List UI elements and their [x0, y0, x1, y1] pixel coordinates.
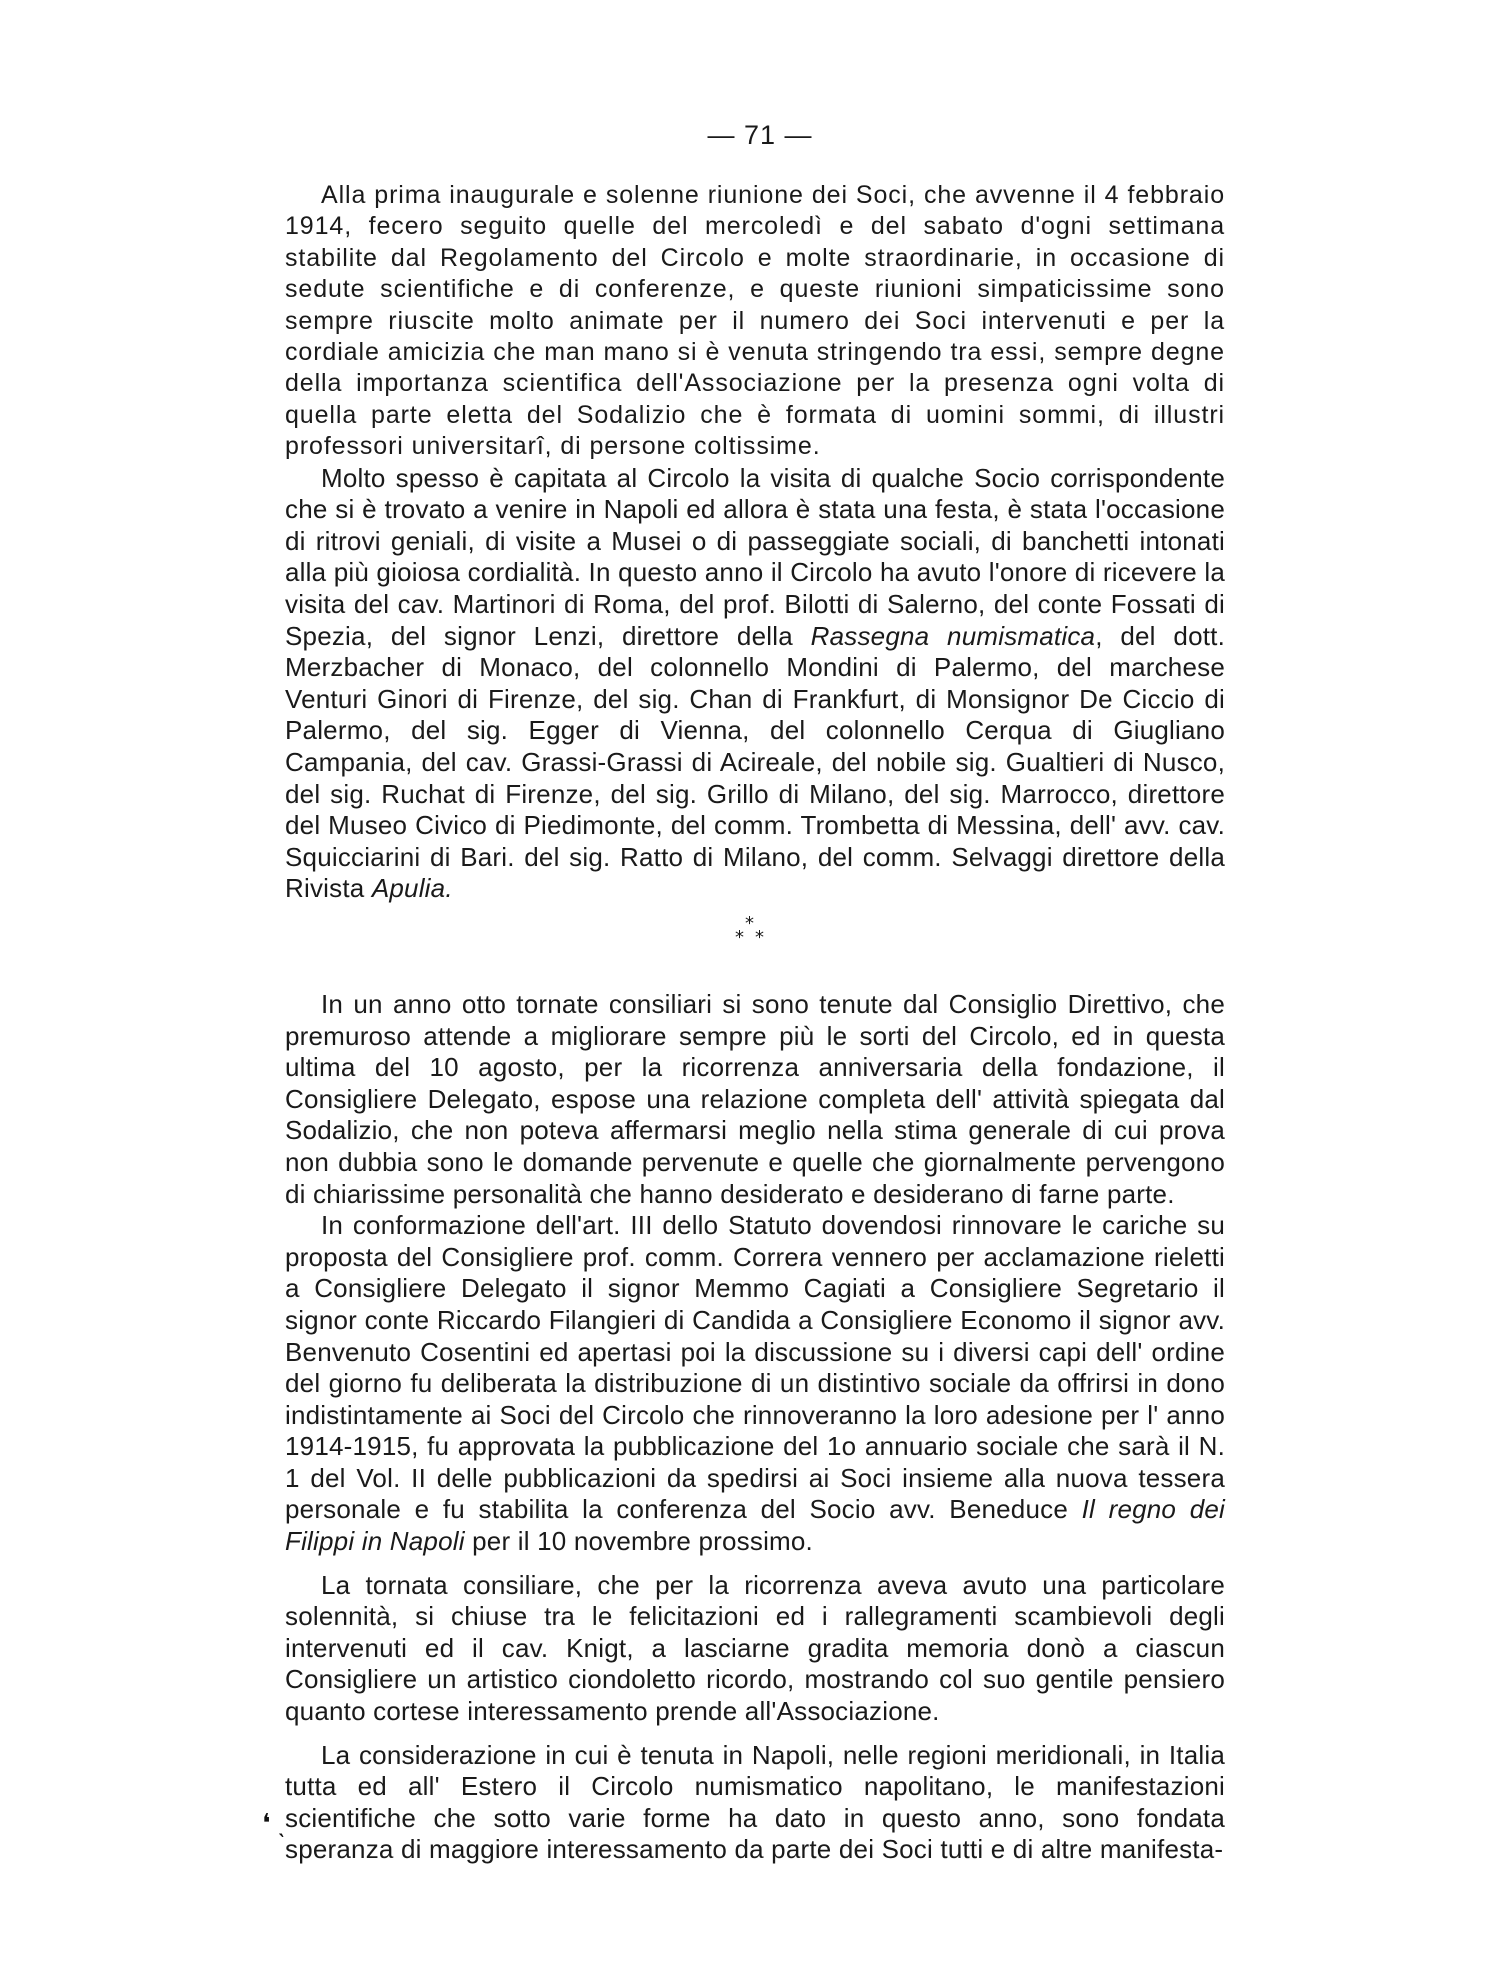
paragraph-text-segment: In un anno otto tornate consiliari si sono tenute dal Consiglio Direttivo, che premuroso attende a migliorare sempre più le sorti del Circolo, ed in questa ultima del 10 agosto, per la ricorrenza anniversaria della fondazione, il Consigliere Delegato, espose una relazione completa dell' attività spiegata dal Sodalizio, che non poteva affermarsi meglio nella stima generale di cui prova non dubbia sono le domande pervenute e quelle che giornalmente pervengono di chiarissime personalità che hanno desiderato e desiderano di farne parte. [285, 988, 1225, 1209]
paragraph-elections [285, 1210, 1225, 1558]
asterism-star-right: * [755, 926, 764, 948]
paragraph-consideration [285, 1740, 1225, 1866]
paragraph-text-segment: In conformazione dell'art. III dello Statuto dovendosi rinnovare le cariche su proposta del Consigliere prof. comm. Correra vennero per acclamazione rieletti a Consigliere Delegato il signor Memmo Cagiati a Consigliere Segretario il signor conte Riccardo Filangieri di Candida a Consigliere Economo il signor avv. Benvenuto Cosentini ed apertasi poi la discussione su i diversi capi dell' ordine del giorno fu deliberata la distribuzione di un distintivo sociale da offrirsi in dono indistintamente ai Soci del Circolo che rinnoveranno la loro adesione per l' anno 1914-1915, fu approvata la pubblicazione del 1o annuario sociale che sarà il N. 1 del Vol. II delle pubblicazioni da spedirsi ai Soci insieme alla nuova tessera personale e fu stabilita la conferenza del Socio avv. Beneduce [285, 1210, 1225, 1525]
italic-title-text: Rassegna numismatica [810, 620, 1096, 651]
paragraph-text-segment: La considerazione in cui è tenuta in Napoli, nelle regioni meridionali, in Italia tutta ed all' Estero il Circolo numismatico napolitano, le manifestazioni scientifiche che sotto varie forme ha dato in questo anno, sono fondata speranza di maggiore interessamento da parte dei Soci tutti e di altre manifesta- [285, 1739, 1225, 1865]
italic-title-text: Apulia. [371, 873, 453, 904]
paragraph-council-sessions [285, 989, 1225, 1210]
paragraph-text-segment: Molto spesso è capitata al Circolo la visita di qualche Socio corrispondente che si è trovato a venire in Napoli ed allora è stata una festa, è stata l'occasione di ritrovi geniali, di visite a Musei o di passeggiate sociali, di banchetti intonati alla più gioiosa cordialità. In questo anno il Circolo ha avuto l'onore di ricevere la visita del cav. Martinori di Roma, del prof. Bilotti di Salerno, del conte Fossati di Spezia, del signor Lenzi, direttore della [285, 462, 1225, 651]
section-divider-asterism [285, 909, 1225, 989]
ink-mark-decoration: ❛ ˎ [262, 1808, 287, 1838]
page-number: — 71 — [707, 120, 813, 150]
paragraph-visiting-members [285, 463, 1225, 905]
paragraph-text-segment: , del dott. Merzbacher di Monaco, del colonnello Mondini di Palermo, del marchese Venturi Ginori di Firenze, del sig. Chan di Frankfurt, di Monsignor De Ciccio di Palermo, del sig. Egger di Vienna, del colonnello Cerqua di Giugliano Campania, del cav. Grassi-Grassi di Acireale, del nobile sig. Gualtieri di Nusco, del sig. Ruchat di Firenze, del sig. Grillo di Milano, del sig. Marrocco, direttore del Museo Civico di Piedimonte, del comm. Trombetta di Messina, dell' avv. cav. Squicciarini di Bari. del sig. Ratto di Milano, del comm. Selvaggi direttore della Rivista [285, 620, 1225, 904]
asterism-star-top: * [745, 912, 754, 934]
italic-title-text: Il regno dei Filippi in Napoli [285, 1494, 1225, 1557]
paragraph-text-segment: La tornata consiliare, che per la ricorrenza aveva avuto una particolare solennità, si chiuse tra le felicitazioni ed i rallegramenti scambievoli degli intervenuti ed il cav. Knigt, a lasciarne gradita memoria donò a ciascun Consigliere un artistico ciondoletto ricordo, mostrando col suo gentile pensiero quanto cortese interessamento prende all'Associazione. [285, 1569, 1225, 1727]
paragraph-opening-meetings [285, 180, 1225, 463]
paragraph-text-segment: per il 10 novembre prossimo. [464, 1526, 813, 1557]
paragraph-text-segment: Alla prima inaugurale e solenne riunione dei Soci, che avvenne il 4 febbraio 1914, fecero seguito quelle del mercoledì e del sabato d'ogni settimana stabilite dal Regolamento del Circolo e molte straordinarie, in occasione di sedute scientifiche e di conferenze, e queste riunioni simpaticissime sono sempre riuscite molto animate per il numero dei Soci intervenuti e per la cordiale amicizia che man mano si è venuta stringendo tra essi, sempre degne della importanza scientifica dell'Associazione per la presenza ogni volta di quella parte eletta del Sodalizio che è formata di uomini sommi, di illustri professori universitarî, di persone coltissime. [285, 181, 1225, 461]
paragraph-council-closing [285, 1570, 1225, 1728]
body-text [285, 180, 1225, 1866]
asterism-star-left: * [735, 926, 744, 948]
